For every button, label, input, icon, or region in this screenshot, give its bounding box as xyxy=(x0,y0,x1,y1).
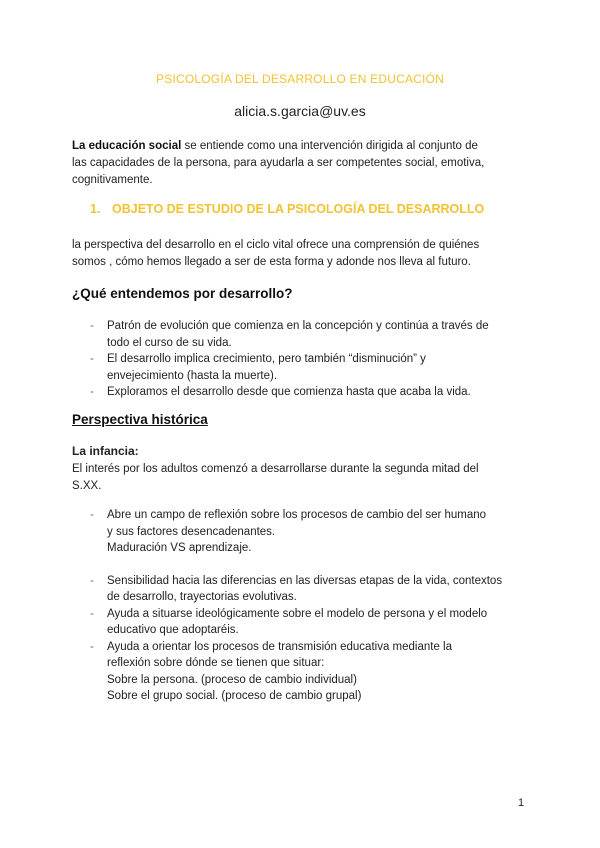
infancia-label: La infancia: xyxy=(72,444,139,458)
list-item: - Abre un campo de reflexión sobre los procesos de cambio del ser humano y sus factores desencadenantes. Maduración VS aprendizaje. xyxy=(90,509,487,554)
author-email: alicia.s.garcia@uv.es xyxy=(234,103,366,119)
intro-bold-term: La educación social xyxy=(72,140,182,152)
section-1-line-2: somos , cómo hemos llegado a ser de esta forma y adonde nos lleva al futuro. xyxy=(72,256,471,268)
list-item: - Exploramos el desarrollo desde que comienza hasta que acaba la vida. xyxy=(90,386,471,398)
list-item: - Sensibilidad hacia las diferencias en las diversas etapas de la vida, contextos de desarrollo, trayectorias evolutivas. xyxy=(90,574,503,603)
infancia-line-1: El interés por los adultos comenzó a desarrollarse durante la segunda mitad del xyxy=(72,463,479,475)
list-item: - Patrón de evolución que comienza en la concepción y continúa a través de todo el curso de su vida. xyxy=(90,320,489,349)
document-title: PSICOLOGÍA DEL DESARROLLO EN EDUCACIÓN xyxy=(156,72,444,86)
section-1-heading xyxy=(90,202,484,216)
list-gap xyxy=(90,557,540,573)
intro-line-1: se entiende como una intervención dirigida al conjunto de xyxy=(181,140,478,152)
section-1-title: OBJETO DE ESTUDIO DE LA PSICOLOGÍA DEL DESARROLLO xyxy=(112,202,485,216)
list-item: - Ayuda a situarse ideológicamente sobre el modelo de persona y el modelo educativo que adoptaréis. xyxy=(90,607,488,636)
section-1-paragraph xyxy=(72,237,532,271)
list-item: - Ayuda a orientar los procesos de transmisión educativa mediante la reflexión sobre dónde se tienen que situar: Sobre la persona. (proceso de cambio individual) Sobre el grupo social. (proceso de cambio grupal) xyxy=(90,640,452,702)
infancia-paragraph xyxy=(72,461,532,495)
perspectiva-list xyxy=(90,507,540,705)
intro-paragraph xyxy=(72,138,532,189)
desarrollo-heading: ¿Qué entendemos por desarrollo? xyxy=(72,286,293,301)
section-1-line-1: la perspectiva del desarrollo en el ciclo vital ofrece una comprensión de quiénes xyxy=(72,239,480,251)
intro-line-2: las capacidades de la persona, para ayudarla a ser competentes social, emotiva, xyxy=(72,157,485,169)
page-number: 1 xyxy=(518,797,525,809)
desarrollo-list xyxy=(90,318,540,401)
perspectiva-heading: Perspectiva histórica xyxy=(72,412,208,427)
list-item: - El desarrollo implica crecimiento, pero también “disminución” y envejecimiento (hasta la muerte). xyxy=(90,353,426,382)
section-1-number: 1. xyxy=(90,202,101,216)
infancia-line-2: S.XX. xyxy=(72,480,102,492)
intro-line-3: cognitivamente. xyxy=(72,174,153,186)
